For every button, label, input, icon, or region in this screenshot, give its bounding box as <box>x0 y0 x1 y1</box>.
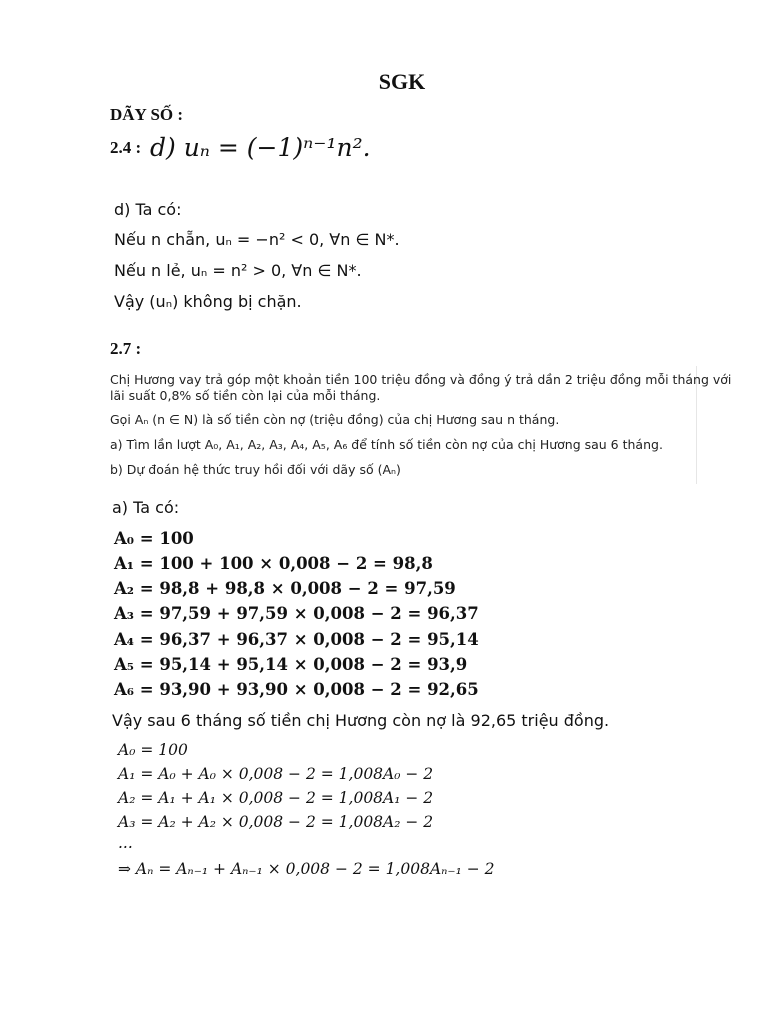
part-b-ellipsis: ... <box>118 834 133 852</box>
part-b-equation: A₃ = A₂ + A₂ × 0,008 − 2 = 1,008A₂ − 2 <box>118 813 434 831</box>
section-heading: DÃY SỐ : <box>110 105 184 124</box>
ex24-solution-line: Nếu n chẵn, uₙ = −n² < 0, ∀n ∈ N*. <box>114 230 400 249</box>
problem-line: Gọi Aₙ (n ∈ N) là số tiền còn nợ (triệu đồng) của chị Hương sau n tháng. <box>110 412 560 427</box>
exercise-2-4-label: 2.4 : <box>110 138 142 157</box>
part-a-equation: A₁ = 100 + 100 × 0,008 − 2 = 98,8 <box>114 554 433 573</box>
part-a-equation: A₀ = 100 <box>114 529 194 548</box>
problem-line: Chị Hương vay trả góp một khoản tiền 100 triệu đồng và đồng ý trả dần 2 triệu đồng mỗi tháng với <box>110 372 732 387</box>
part-a-equation: A₃ = 97,59 + 97,59 × 0,008 − 2 = 96,37 <box>114 604 479 623</box>
exercise-2-7-label: 2.7 : <box>110 339 142 358</box>
exercise-2-4-problem: d) uₙ = (−1)ⁿ⁻¹n². <box>150 133 371 162</box>
part-a-conclusion: Vậy sau 6 tháng số tiền chị Hương còn nợ là 92,65 triệu đồng. <box>112 711 610 730</box>
part-b-equation: A₀ = 100 <box>118 741 188 759</box>
part-b-equation: A₁ = A₀ + A₀ × 0,008 − 2 = 1,008A₀ − 2 <box>118 765 434 783</box>
part-a-intro: a) Ta có: <box>112 498 180 517</box>
part-a-equation: A₆ = 93,90 + 93,90 × 0,008 − 2 = 92,65 <box>114 680 479 699</box>
part-a-equation: A₂ = 98,8 + 98,8 × 0,008 − 2 = 97,59 <box>114 579 456 598</box>
ex24-solution-line: Nếu n lẻ, uₙ = n² > 0, ∀n ∈ N*. <box>114 261 362 280</box>
part-b-equation: A₂ = A₁ + A₁ × 0,008 − 2 = 1,008A₁ − 2 <box>118 789 434 807</box>
ex24-solution-line: Vậy (uₙ) không bị chặn. <box>114 292 302 311</box>
problem-line: b) Dự đoán hệ thức truy hồi đối với dãy số (Aₙ) <box>110 462 401 477</box>
part-b-general-formula: ⇒ Aₙ = Aₙ₋₁ + Aₙ₋₁ × 0,008 − 2 = 1,008Aₙ₋₁ − 2 <box>118 860 495 878</box>
page-title: SGK <box>378 69 426 94</box>
problem-line: lãi suất 0,8% số tiền còn lại của mỗi tháng. <box>110 388 381 403</box>
exercise-2-7-problem <box>104 366 732 484</box>
problem-line: a) Tìm lần lượt A₀, A₁, A₂, A₃, A₄, A₅, A₆ để tính số tiền còn nợ của chị Hương sau 6 tháng. <box>110 437 663 452</box>
part-a-equation: A₄ = 96,37 + 96,37 × 0,008 − 2 = 95,14 <box>114 630 479 649</box>
part-a-equation: A₅ = 95,14 + 95,14 × 0,008 − 2 = 93,9 <box>114 655 468 674</box>
ex24-solution-line: d) Ta có: <box>114 200 182 219</box>
